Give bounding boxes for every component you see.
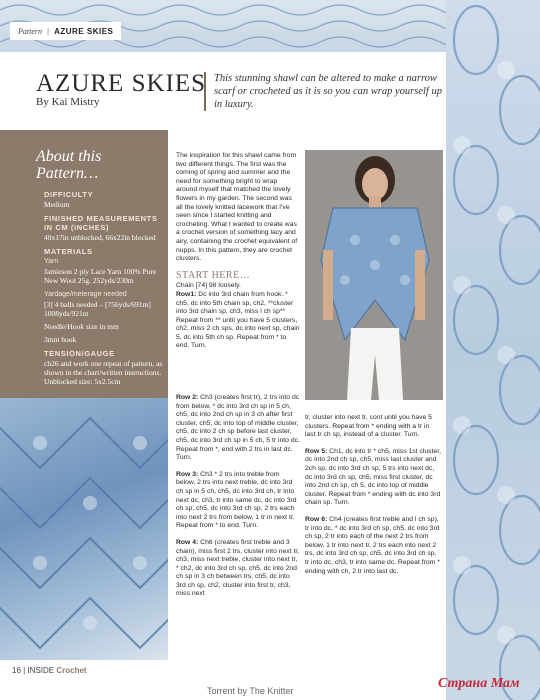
page-number: 16 [12, 666, 21, 675]
model-figure-graphic [305, 150, 443, 400]
body-column-2 [176, 394, 300, 607]
row-5-label: Row 5: [305, 447, 328, 455]
row-1-text: Dc into 3rd chain from hook. * ch5, dc into 5th chain sp, ch2, **cluster into 3rd chain sp, ch3, miss l ch sp** Repeat from ** until you have 5 clusters, ch2, miss 2 ch sps, dc into next sp, chain 5, dc into 5th ch sp. Repeat from * to end. Turn. [176, 290, 300, 350]
model-photo [305, 150, 443, 400]
row-6-label: Row 6: [305, 515, 328, 523]
pattern-intro: This stunning shawl can be altered to make a narrow scarf or crocheted as it is so you can wrap yourself up in luxury. [204, 72, 450, 111]
about-title-line2: Pattern… [36, 165, 99, 182]
torrent-watermark: Torrent by The Knitter [207, 686, 294, 696]
row-4-text: Ch6 (creates first treble and 3 chain), miss first 2 trs, cluster into next tr, ch3, miss next treble, cluster into next tr, * ch2, dc into 3rd ch sp, ch5, dc into 2nd ch sp in 3 ch between trs, ch5, dc into 3rd ch sp, ch2, cluster into first tr, ch3, miss next [176, 538, 300, 598]
magazine-name: Crochet [56, 666, 87, 675]
section-tab [10, 22, 121, 40]
row-5-instruction [305, 448, 441, 508]
body-column-3 [305, 414, 441, 584]
row-4-label: Row 4: [176, 538, 199, 546]
yardage-value-1: [3] 4 balls needed – [756yds/691m] [44, 300, 151, 309]
difficulty-value: Medium [44, 200, 70, 209]
row-4-instruction [176, 539, 300, 599]
yardage-label: Yardage/meterage needed [44, 291, 127, 298]
page-footer [12, 666, 87, 675]
intro-paragraph: The inspiration for this shawl came from two different things. The first was the coming of spring and summer and the need for something bright to wrap around myself that matched the lovely flowers in my garden. The second was all the lovely knitted lacework that I've seen since I started knitting and crocheting. What I wanted to create was a crochet version of something lacy and airy, containing the crochet equivalent of nupps. In this pattern, they are crochet clusters. [176, 152, 298, 263]
shawl-lace-graphic [0, 398, 168, 660]
pattern-byline: By Kai Mistry [36, 96, 100, 108]
section-title: AZURE SKIES [54, 26, 114, 36]
hook-value: 3mm hook [44, 335, 77, 344]
shawl-detail-photo [0, 398, 168, 660]
row-6-instruction [305, 516, 441, 576]
row-1-instruction [176, 291, 300, 351]
row-4-continued: tr, cluster into next tr, cont until you have 5 clusters. Repeat from * ending with a tr in last tr ch sp, instead of a cluster. Turn. [305, 414, 432, 439]
tension-label: TENSION/GAUGE [44, 349, 115, 358]
start-here-heading: START HERE… [176, 269, 251, 281]
materials-label: MATERIALS [44, 247, 93, 256]
row-3-text: Ch3 * 2 trs into treble from below, 2 trs into next treble, dc into 3rd ch sp in 5 ch, ch5, dc into 3rd ch, tr into next dc, ch3, tr into same dc, dc into 3rd ch sp, ch5, dc into 3rd ch sp, 2 trs each into next 2 trs from below, 1 tr in next tr. Repeat from * to end. Turn. [176, 470, 297, 530]
needle-value: Needle/Hook size in mm [44, 322, 119, 331]
body-column-1 [176, 152, 300, 359]
tension-value: ch26 and work one repeat of pattern, as shown in the chart/written instructions. Unblocked size: 5x2.5cm [44, 359, 163, 386]
pattern-title: AZURE SKIES [36, 70, 207, 97]
row-5-text: Ch1, dc into tr * ch5, miss 1st cluster, dc into 2nd ch sp, ch5, miss last cluster and 2ch sp, dc into 3rd ch sp, 5 trs into next dc, dc into 3rd ch sp, ch5, miss first cluster, dc into 2nd ch sp, ch 5, dc into top of middle cluster. Repeat from * ending with dc into 3rd chain sp. Turn. [305, 447, 441, 507]
chain-instruction: Chain [74] 98 loosely. [176, 282, 241, 290]
finished-value: 40x17in unblocked, 66x22in blocked [44, 233, 156, 242]
yarn-value: Jamieson 2 ply Lace Yarn 100% Pure New Wool 25g. 252yds/230m [44, 267, 157, 285]
row-3-instruction [176, 471, 300, 531]
about-panel [0, 130, 168, 398]
yarn-label: Yarn [44, 258, 59, 265]
row-2-instruction [176, 394, 300, 463]
difficulty-label: DIFFICULTY [44, 190, 94, 199]
lace-pattern-graphic-right [446, 0, 540, 700]
row-3-label: Row 3: [176, 470, 199, 478]
section-divider: | [47, 26, 50, 36]
site-logo: Страна Мам [438, 676, 520, 691]
row-2-label: Row 2: [176, 394, 199, 401]
about-title-line1: About this [36, 148, 102, 165]
row-1-label: Row1: [176, 290, 197, 298]
magazine-prefix: INSIDE [27, 666, 55, 675]
row-2-text: Ch3 (creates first tr), 2 trs into dc from below, * dc into 3rd ch sp in 5 ch, ch5, dc into 2nd ch sp in 3 ch after first cluster, ch5, dc into top of middle cluster, ch5, dc into 2 ch sp before last cluster, ch5, dc into 3rd ch sp in 5 ch, 5 tr into dc. Repeat from *, end with 2 trs in last dc. Turn. [176, 394, 300, 462]
about-title [36, 148, 101, 182]
yardage-value-2: 1008yds/921m [44, 309, 89, 318]
section-label: Pattern [18, 26, 42, 36]
right-lace-image [446, 0, 540, 700]
finished-label-line1: FINISHED MEASUREMENTS [44, 214, 158, 223]
row-6-text: Ch4 (creates first treble and l ch sp), tr into dc, * dc into 3rd ch sp, ch5, dc into 3rd ch sp, 2 tr into each of the next 2 trs from below, 1 tr into next tr, 2 trs each into next 2 trs, dc into 3rd ch sp, ch5, dc into 3rd ch sp, tr into dc, ch3, tr into same dc. Repeat from * ending with ch, 2 tr into last dc. [305, 515, 440, 575]
finished-label-line2: IN CM (INCHES) [44, 223, 110, 232]
footer-divider: | [23, 666, 28, 675]
